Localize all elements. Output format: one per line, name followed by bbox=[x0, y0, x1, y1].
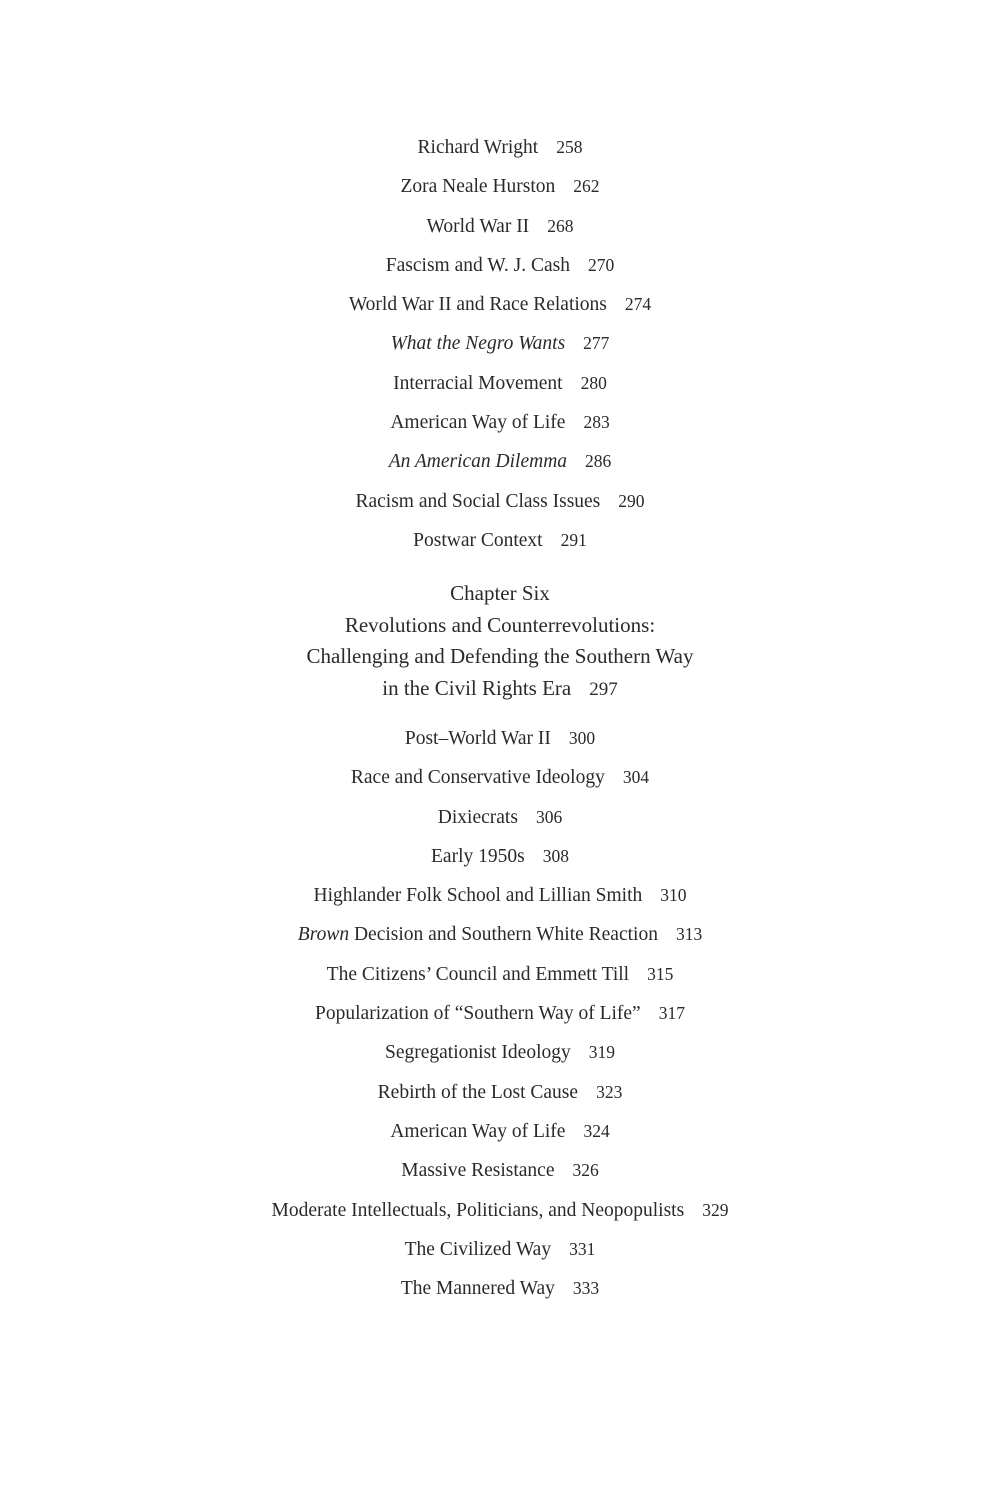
entry-page-number: 291 bbox=[560, 529, 587, 550]
entry-page-number: 304 bbox=[622, 767, 650, 788]
entry-title: American Way of Life bbox=[390, 412, 566, 434]
chapter-title-line-with-page bbox=[0, 673, 1000, 706]
entry-page-number: 331 bbox=[569, 1238, 596, 1259]
toc-entry bbox=[0, 128, 1000, 167]
toc-entry bbox=[0, 876, 1000, 915]
entry-title: Racism and Social Class Issues bbox=[355, 490, 601, 512]
entry-title: Moderate Intellectuals, Politicians, and Neopopulists bbox=[271, 1199, 685, 1221]
entry-title: Decision and Southern White Reaction bbox=[349, 924, 658, 946]
entry-page-number: 290 bbox=[618, 490, 645, 511]
entry-title: World War II bbox=[426, 215, 530, 237]
toc-entry bbox=[0, 915, 1000, 954]
entry-title: What the Negro Wants bbox=[390, 333, 566, 355]
entry-title: Interracial Movement bbox=[393, 372, 563, 394]
toc-entry bbox=[0, 324, 1000, 363]
toc-entry bbox=[0, 246, 1000, 285]
chapter-page-number: 297 bbox=[589, 678, 618, 700]
entry-title: Early 1950s bbox=[431, 845, 525, 867]
toc-entry bbox=[0, 482, 1000, 521]
toc-section-a bbox=[0, 128, 1000, 560]
entry-title: Popularization of “Southern Way of Life” bbox=[315, 1003, 641, 1025]
entry-page-number: 313 bbox=[675, 924, 703, 945]
entry-title-italic: Brown bbox=[297, 924, 350, 946]
toc-section-b bbox=[0, 719, 1000, 1308]
toc-entry bbox=[0, 442, 1000, 481]
entry-page-number: 286 bbox=[585, 451, 612, 472]
toc-entry bbox=[0, 1151, 1000, 1190]
entry-page-number: 310 bbox=[660, 885, 687, 906]
chapter-label: Chapter Six bbox=[450, 581, 550, 605]
entry-title: Zora Neale Hurston bbox=[400, 176, 556, 198]
entry-page-number: 300 bbox=[568, 728, 596, 748]
toc-entry bbox=[0, 364, 1000, 403]
toc-entry bbox=[0, 837, 1000, 876]
entry-title: Segregationist Ideology bbox=[384, 1042, 571, 1064]
entry-title: Race and Conservative Ideology bbox=[350, 767, 605, 789]
toc-entry bbox=[0, 1112, 1000, 1151]
toc-entry bbox=[0, 758, 1000, 797]
entry-page-number: 262 bbox=[573, 176, 600, 197]
toc-entry bbox=[0, 1033, 1000, 1072]
entry-title: Post–World War II bbox=[404, 728, 551, 749]
entry-page-number: 308 bbox=[542, 845, 569, 866]
entry-page-number: 258 bbox=[556, 137, 583, 157]
entry-page-number: 277 bbox=[583, 333, 610, 354]
entry-title: The Mannered Way bbox=[400, 1278, 555, 1300]
entry-title: World War II and Race Relations bbox=[348, 294, 607, 316]
entry-page-number: 280 bbox=[580, 372, 607, 393]
entry-title: The Citizens’ Council and Emmett Till bbox=[326, 963, 630, 985]
entry-page-number: 324 bbox=[583, 1120, 610, 1141]
chapter-title-line: Challenging and Defending the Southern Way bbox=[306, 644, 694, 668]
chapter-title-line: Revolutions and Counterrevolutions: bbox=[344, 612, 656, 637]
entry-title: Postwar Context bbox=[413, 529, 543, 551]
entry-page-number: 274 bbox=[624, 294, 652, 315]
entry-page-number: 315 bbox=[647, 963, 674, 984]
toc-entry bbox=[0, 1191, 1000, 1230]
entry-title: The Civilized Way bbox=[404, 1238, 552, 1260]
toc-entry bbox=[0, 207, 1000, 246]
toc-entry bbox=[0, 798, 1000, 837]
entry-page-number: 323 bbox=[596, 1081, 623, 1102]
toc-entry bbox=[0, 521, 1000, 560]
entry-page-number: 319 bbox=[588, 1042, 615, 1063]
entry-page-number: 306 bbox=[535, 806, 563, 827]
toc-entry bbox=[0, 719, 1000, 758]
toc-entry bbox=[0, 1230, 1000, 1269]
entry-title: Massive Resistance bbox=[401, 1160, 555, 1182]
toc-entry bbox=[0, 167, 1000, 206]
toc-entry bbox=[0, 955, 1000, 994]
entry-title: Fascism and W. J. Cash bbox=[385, 254, 570, 276]
toc-entry bbox=[0, 403, 1000, 442]
entry-page-number: 329 bbox=[702, 1199, 729, 1220]
chapter-title-line: in the Civil Rights Era bbox=[382, 675, 572, 700]
entry-title: Highlander Folk School and Lillian Smith bbox=[313, 885, 643, 907]
entry-title: American Way of Life bbox=[390, 1120, 566, 1142]
entry-title: Rebirth of the Lost Cause bbox=[377, 1081, 579, 1103]
entry-title: Dixiecrats bbox=[437, 806, 518, 828]
toc-entry bbox=[0, 285, 1000, 324]
entry-title: Richard Wright bbox=[417, 137, 539, 158]
entry-page-number: 270 bbox=[587, 254, 615, 275]
entry-page-number: 268 bbox=[547, 215, 574, 236]
entry-title: An American Dilemma bbox=[388, 451, 568, 473]
toc-entry bbox=[0, 994, 1000, 1033]
entry-page-number: 283 bbox=[583, 412, 610, 433]
entry-page-number: 317 bbox=[658, 1003, 685, 1024]
entry-page-number: 333 bbox=[572, 1278, 600, 1299]
toc-entry bbox=[0, 1073, 1000, 1112]
chapter-heading bbox=[0, 578, 1000, 705]
toc-entry bbox=[0, 1269, 1000, 1308]
entry-page-number: 326 bbox=[572, 1160, 599, 1181]
